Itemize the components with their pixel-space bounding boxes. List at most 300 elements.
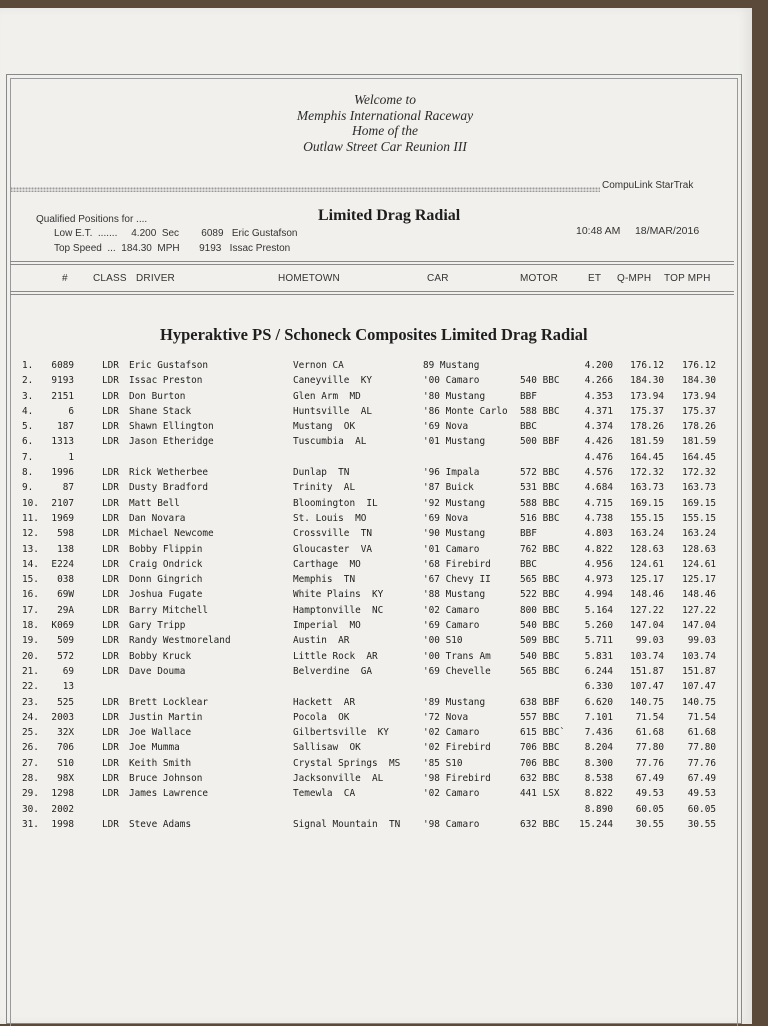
cell-q-mph: 140.75 [630,696,664,708]
cell-q-mph: 103.74 [630,650,664,662]
cell-et: 4.426 [584,436,613,448]
cell-driver: Gary Tripp [129,620,186,632]
cell-hometown: Crossville TN [293,528,373,540]
table-row [0,421,740,436]
cell-car: 89 Mustang [423,360,480,371]
table-row [0,482,740,497]
cell-q-mph: 99.03 [635,635,664,647]
cell-motor: BBC [520,558,537,570]
cell-car-number: S10 [57,757,74,769]
cell-top-mph: 163.73 [682,482,716,494]
cell-class: LDR [102,405,119,417]
cell-motor: 588 BBC [520,405,560,417]
cell-car-number: K069 [51,620,74,632]
table-row [0,544,740,559]
cell-motor: 572 BBC [520,467,560,479]
cell-car-number: 1313 [51,436,74,448]
cell-motor: 565 BBC [520,665,560,677]
low-et-line: Low E.T. ....... 4.200 Sec 6089 Eric Gustafson [54,228,298,239]
cell-driver: Issac Preston [129,375,203,387]
cell-car-number: 038 [57,574,74,586]
cell-q-mph: 71.54 [635,711,664,723]
cell-q-mph: 169.15 [630,497,664,509]
cell-car-number: 1969 [51,512,74,524]
cell-driver: Randy Westmoreland [129,635,231,647]
cell-position: 23. [22,696,39,708]
cell-motor: 706 BBC [520,742,560,754]
cell-hometown: Jacksonville AL [293,773,384,785]
time: 10:48 AM [576,225,621,237]
cell-car-number: 706 [57,742,74,754]
cell-et: 8.204 [584,742,613,754]
table-row [0,773,740,788]
cell-position: 27. [22,757,39,769]
cell-hometown: Glen Arm MD [293,390,361,402]
cell-class: LDR [102,727,119,739]
col-driver: DRIVER [136,273,175,284]
cell-position: 22. [22,681,39,693]
cell-et: 5.711 [584,635,613,647]
cell-driver: Don Burton [129,390,186,402]
cell-position: 24. [22,711,39,723]
cell-car-number: 2107 [51,497,74,509]
cell-car: '68 Firebird [423,558,491,570]
cell-hometown: Crystal Springs MS [293,757,401,769]
cell-driver: Brett Locklear [129,696,209,708]
dotted-separator [10,187,600,192]
cell-et: 6.620 [584,696,613,708]
cell-q-mph: 173.94 [630,390,664,402]
table-row [0,406,740,421]
cell-driver: Joe Mumma [129,742,180,754]
cell-motor: 762 BBC [520,543,560,555]
cell-et: 4.973 [584,574,613,586]
cell-class: LDR [102,543,119,555]
cell-motor: BBF [520,390,537,402]
cell-position: 18. [22,620,39,632]
cell-driver: Bobby Flippin [129,543,203,555]
cell-driver: Dan Novara [129,512,186,524]
cell-et: 5.164 [584,604,613,616]
cell-car-number: 2003 [51,711,74,723]
header-rule-bottom [10,291,734,292]
welcome-line: Welcome to [353,92,417,107]
cell-q-mph: 61.68 [635,727,664,739]
cell-class: LDR [102,467,119,479]
table-row [0,436,740,451]
welcome-line: Outlaw Street Car Reunion III [303,138,467,154]
cell-top-mph: 71.54 [687,711,716,723]
cell-et: 4.353 [584,390,613,402]
table-row [0,467,740,482]
cell-car-number: 509 [57,635,74,647]
cell-car-number: 525 [57,696,74,708]
cell-car-number: 6 [68,405,74,417]
cell-car: '02 Firebird [423,742,491,754]
welcome-line: Home of the [352,123,418,138]
cell-top-mph: 128.63 [682,543,716,555]
cell-driver: James Lawrence [129,788,209,800]
cell-hometown: Imperial MO [293,620,361,632]
cell-car: '96 Impala [423,467,480,479]
cell-top-mph: 99.03 [687,635,716,647]
cell-class: LDR [102,635,119,647]
cell-class: LDR [102,620,119,632]
col-num: # [62,273,68,284]
table-row [0,391,740,406]
col-class: CLASS [93,273,127,284]
cell-car: '90 Mustang [423,528,486,540]
cell-car-number: 1998 [51,818,74,830]
cell-top-mph: 49.53 [687,788,716,800]
cell-motor: 557 BBC [520,711,560,723]
cell-motor: BBC [520,421,537,433]
cell-car-number: 69W [57,589,74,601]
cell-et: 4.803 [584,528,613,540]
cell-q-mph: 155.15 [630,512,664,524]
cell-top-mph: 155.15 [682,512,716,524]
cell-class: LDR [102,589,119,601]
cell-q-mph: 163.73 [630,482,664,494]
cell-position: 17. [22,604,39,616]
cell-motor: 509 BBC [520,635,560,647]
cell-class: LDR [102,650,119,662]
cell-driver: Rick Wetherbee [129,467,209,479]
cell-hometown: Hamptonville NC [293,604,384,616]
cell-driver: Joe Wallace [129,727,192,739]
welcome-line: Memphis International Raceway [296,107,474,123]
table-row [0,375,740,390]
cell-motor: 516 BBC [520,512,560,524]
cell-driver: Keith Smith [129,757,192,769]
cell-class: LDR [102,360,119,371]
cell-q-mph: 67.49 [635,773,664,785]
cell-q-mph: 172.32 [630,467,664,479]
cell-position: 29. [22,788,39,800]
table-row [0,666,740,681]
table-row [0,528,740,543]
table-row [0,635,740,650]
cell-hometown: Caneyville KY [293,375,373,387]
cell-q-mph: 127.22 [630,604,664,616]
cell-position: 26. [22,742,39,754]
cell-q-mph: 125.17 [630,574,664,586]
cell-car-number: 6089 [51,360,74,371]
cell-driver: Justin Martin [129,711,203,723]
cell-hometown: Belverdine GA [293,665,373,677]
cell-et: 15.244 [579,818,613,830]
table-row [0,697,740,712]
welcome-banner [230,92,540,154]
cell-car: '72 Nova [423,711,469,723]
cell-position: 25. [22,727,39,739]
cell-top-mph: 178.26 [682,421,716,433]
results-table [0,360,740,834]
results-subtitle: Hyperaktive PS / Schoneck Composites Limited Drag Radial [160,325,588,344]
cell-class: LDR [102,818,119,830]
cell-q-mph: 49.53 [635,788,664,800]
cell-position: 3. [22,390,34,402]
cell-car: '85 S10 [423,757,463,769]
cell-motor: 540 BBC [520,375,560,387]
cell-driver: Joshua Fugate [129,589,203,601]
cell-car: '69 Nova [423,421,469,433]
cell-class: LDR [102,421,119,433]
cell-et: 4.956 [584,558,613,570]
cell-top-mph: 184.30 [682,375,716,387]
cell-et: 8.538 [584,773,613,785]
cell-driver: Eric Gustafson [129,360,209,371]
cell-position: 13. [22,543,39,555]
cell-et: 4.684 [584,482,613,494]
cell-car: '92 Mustang [423,497,486,509]
cell-top-mph: 169.15 [682,497,716,509]
cell-car: '02 Camaro [423,727,480,739]
cell-car-number: 598 [57,528,74,540]
cell-et: 4.822 [584,543,613,555]
cell-motor: 632 BBC [520,773,560,785]
cell-q-mph: 77.76 [635,757,664,769]
cell-car: '98 Firebird [423,773,491,785]
cell-class: LDR [102,574,119,586]
cell-et: 5.831 [584,650,613,662]
cell-class: LDR [102,558,119,570]
cell-motor: 500 BBF [520,436,560,448]
table-row [0,620,740,635]
cell-q-mph: 175.37 [630,405,664,417]
cell-top-mph: 164.45 [682,451,716,463]
cell-hometown: Memphis TN [293,574,356,586]
cell-motor: 800 BBC [520,604,560,616]
cell-car-number: 572 [57,650,74,662]
table-row [0,681,740,696]
cell-q-mph: 163.24 [630,528,664,540]
cell-car: '98 Camaro [423,818,480,830]
date: 18/MAR/2016 [634,225,700,237]
cell-et: 8.300 [584,757,613,769]
cell-class: LDR [102,696,119,708]
cell-position: 14. [22,558,39,570]
cell-et: 4.994 [584,589,613,601]
cell-q-mph: 184.30 [630,375,664,387]
cell-position: 7. [22,451,34,463]
table-row [0,727,740,742]
cell-position: 16. [22,589,39,601]
cell-car-number: 138 [57,543,74,555]
cell-car: '80 Mustang [423,390,486,402]
cell-class: LDR [102,482,119,494]
cell-q-mph: 60.05 [635,803,664,815]
cell-driver: Shawn Ellington [129,421,214,433]
event-title: Limited Drag Radial [318,207,461,224]
cell-driver: Shane Stack [129,405,192,417]
cell-hometown: Trinity AL [293,482,356,494]
cell-top-mph: 176.12 [682,360,716,371]
cell-position: 11. [22,512,39,524]
cell-class: LDR [102,528,119,540]
cell-motor: 540 BBC [520,650,560,662]
cell-motor: 615 BBC` [520,727,566,739]
cell-motor: 565 BBC [520,574,560,586]
cell-driver: Craig Ondrick [129,558,203,570]
col-motor: MOTOR [520,273,559,284]
cell-driver: Michael Newcome [129,528,214,540]
brand-label: CompuLink StarTrak [602,180,694,191]
cell-top-mph: 77.80 [687,742,716,754]
cell-car: '88 Mustang [423,589,486,601]
table-row [0,452,740,467]
cell-hometown: Tuscumbia AL [293,436,367,448]
col-et: ET [588,273,602,284]
cell-driver: Barry Mitchell [129,604,209,616]
header-rule-top [10,261,734,262]
cell-car: '02 Camaro [423,788,480,800]
cell-top-mph: 60.05 [687,803,716,815]
header-rule-bottom-2 [10,294,734,295]
cell-car: '89 Mustang [423,696,486,708]
cell-hometown: Carthage MO [293,558,361,570]
cell-position: 28. [22,773,39,785]
cell-motor: 638 BBF [520,696,560,708]
cell-top-mph: 61.68 [687,727,716,739]
cell-top-mph: 103.74 [682,650,716,662]
cell-top-mph: 151.87 [682,665,716,677]
cell-car-number: 9193 [51,375,74,387]
cell-driver: Dusty Bradford [129,482,209,494]
cell-hometown: Signal Mountain TN [293,818,401,830]
header-rule-top-2 [10,264,734,265]
cell-car-number: 1996 [51,467,74,479]
cell-top-mph: 172.32 [682,467,716,479]
cell-top-mph: 107.47 [682,681,716,693]
cell-motor: 522 BBC [520,589,560,601]
cell-hometown: Hackett AR [293,696,356,708]
cell-top-mph: 147.04 [682,620,716,632]
cell-motor: 706 BBC [520,757,560,769]
cell-position: 9. [22,482,34,494]
table-row [0,819,740,834]
cell-q-mph: 176.12 [630,360,664,371]
cell-car-number: 187 [57,421,74,433]
cell-class: LDR [102,773,119,785]
cell-et: 4.715 [584,497,613,509]
cell-class: LDR [102,711,119,723]
cell-driver: Donn Gingrich [129,574,203,586]
cell-hometown: Huntsville AL [293,405,373,417]
cell-top-mph: 125.17 [682,574,716,586]
cell-car-number: 1 [68,451,74,463]
cell-q-mph: 30.55 [635,818,664,830]
table-row [0,788,740,803]
table-row [0,360,740,375]
cell-top-mph: 124.61 [682,558,716,570]
cell-q-mph: 107.47 [630,681,664,693]
cell-car-number: 2151 [51,390,74,402]
cell-top-mph: 127.22 [682,604,716,616]
cell-motor: 632 BBC [520,818,560,830]
table-row [0,574,740,589]
cell-q-mph: 164.45 [630,451,664,463]
cell-car-number: 29A [57,604,74,616]
cell-driver: Jason Etheridge [129,436,214,448]
table-row [0,742,740,757]
cell-motor: 441 LSX [520,788,560,800]
cell-class: LDR [102,497,119,509]
cell-driver: Dave Douma [129,665,186,677]
cell-position: 4. [22,405,34,417]
cell-car-number: 32X [57,727,74,739]
cell-driver: Steve Adams [129,818,192,830]
cell-et: 4.371 [584,405,613,417]
cell-position: 19. [22,635,39,647]
cell-class: LDR [102,742,119,754]
col-car: CAR [427,273,449,284]
cell-q-mph: 178.26 [630,421,664,433]
cell-car-number: 69 [62,665,74,677]
cell-car: '67 Chevy II [423,574,491,586]
cell-car-number: 2002 [51,803,74,815]
cell-et: 4.374 [584,421,613,433]
cell-class: LDR [102,604,119,616]
cell-position: 2. [22,375,34,387]
col-qmph: Q-MPH [617,273,652,284]
cell-car-number: 87 [62,482,74,494]
cell-motor: 540 BBC [520,620,560,632]
table-row [0,559,740,574]
cell-position: 8. [22,467,34,479]
cell-q-mph: 148.46 [630,589,664,601]
table-row [0,605,740,620]
cell-driver: Matt Bell [129,497,180,509]
cell-top-mph: 163.24 [682,528,716,540]
cell-top-mph: 140.75 [682,696,716,708]
cell-hometown: Austin AR [293,635,350,647]
cell-q-mph: 128.63 [630,543,664,555]
cell-et: 5.260 [584,620,613,632]
cell-car-number: 98X [57,773,74,785]
cell-position: 15. [22,574,39,586]
table-row [0,804,740,819]
cell-hometown: Bloomington IL [293,497,378,509]
cell-position: 20. [22,650,39,662]
cell-car: '87 Buick [423,482,474,494]
cell-hometown: Dunlap TN [293,467,350,479]
qualified-label: Qualified Positions for .... [36,214,148,225]
table-row [0,498,740,513]
cell-top-mph: 181.59 [682,436,716,448]
cell-hometown: White Plains KY [293,589,384,601]
cell-et: 4.576 [584,467,613,479]
cell-top-mph: 173.94 [682,390,716,402]
cell-class: LDR [102,512,119,524]
table-row [0,651,740,666]
cell-et: 4.476 [584,451,613,463]
cell-position: 6. [22,436,34,448]
cell-hometown: Sallisaw OK [293,742,361,754]
cell-car: '01 Mustang [423,436,486,448]
cell-motor: 588 BBC [520,497,560,509]
cell-car: '00 S10 [423,635,463,647]
cell-car-number: E224 [51,558,74,570]
cell-et: 7.101 [584,711,613,723]
cell-car-number: 1298 [51,788,74,800]
cell-position: 12. [22,528,39,540]
cell-et: 4.200 [584,360,613,371]
datetime [576,225,699,237]
cell-hometown: Little Rock AR [293,650,378,662]
cell-motor: BBF [520,528,537,540]
cell-car: '02 Camaro [423,604,480,616]
